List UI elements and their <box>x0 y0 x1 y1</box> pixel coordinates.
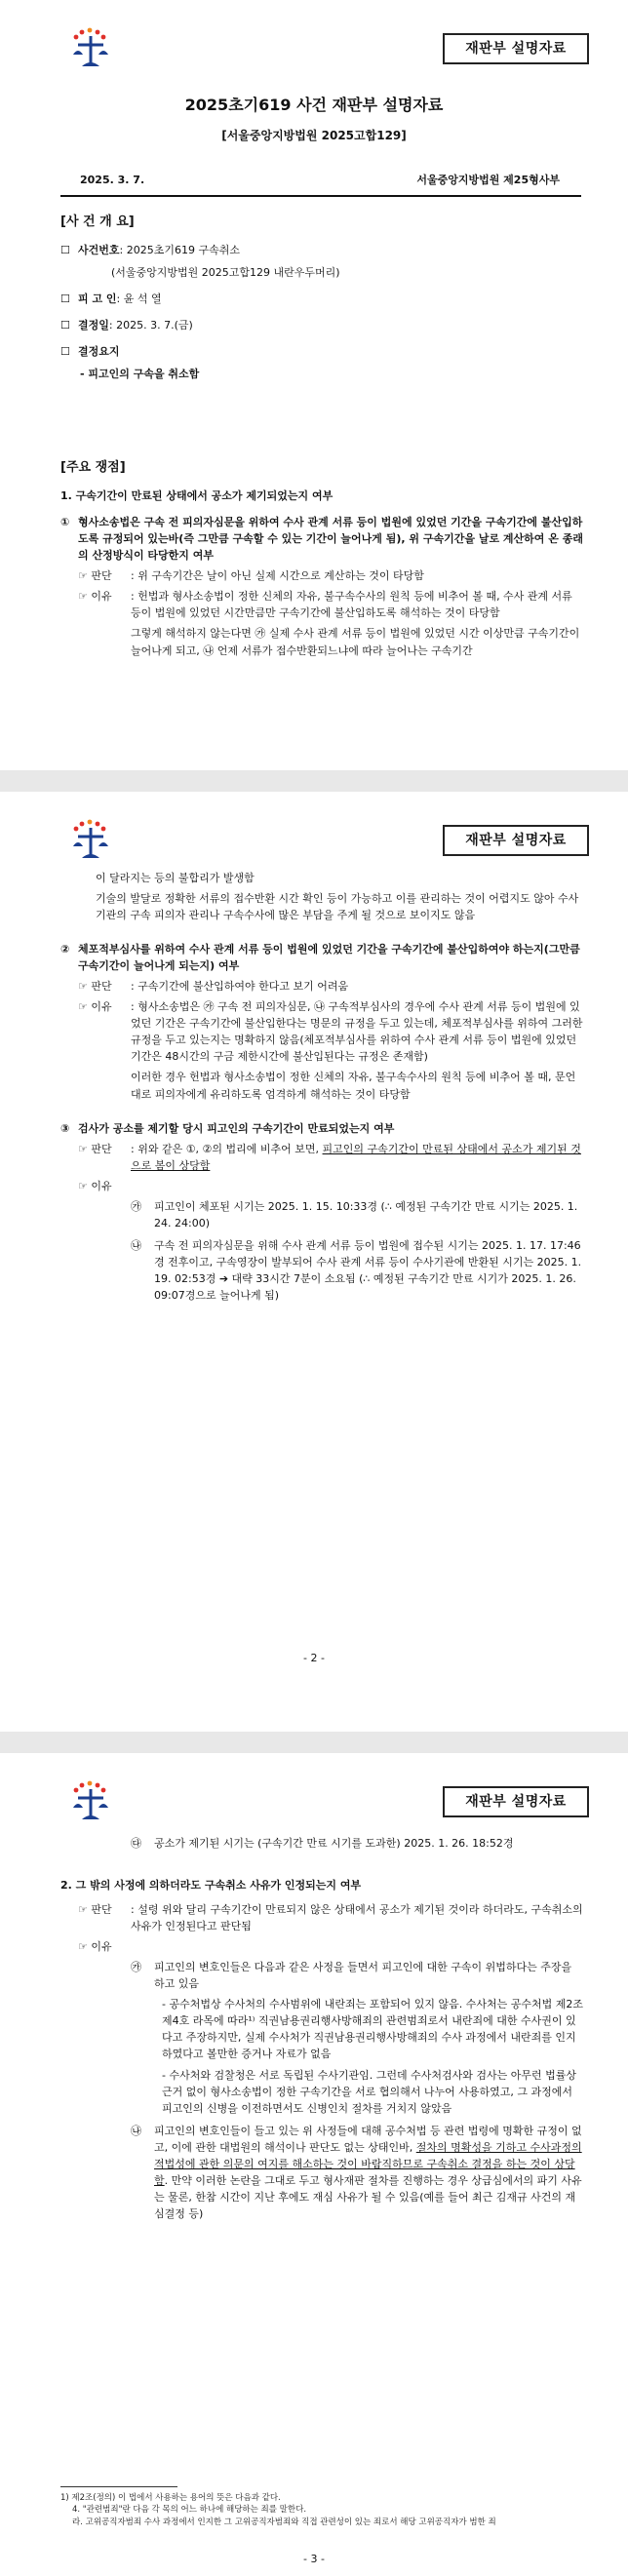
case-overview <box>60 213 585 382</box>
issues-heading: [주요 쟁점] <box>60 460 126 475</box>
page-3-body <box>60 1835 585 2222</box>
i2-judgment: ☞ 판단 : 설령 위와 달리 구속기간이 만료되지 않은 상태에서 공소가 제기된 것이라 하더라도, 구속취소의 사유가 인정된다고 판단됨 <box>78 1903 583 1933</box>
q3-reason-ga: ㉮ 피고인이 체포된 시기는 2025. 1. 15. 10:33경 (∴ 예정된 구속기간 만료 시기는 2025. 1. 24. 24:00) <box>131 1199 578 1229</box>
question-1: ① 형사소송법은 구속 전 피의자심문을 위하여 수사 관계 서류 등이 법원에 있었던 기간을 구속기간에 불산입하도록 규정되어 있는바(즉 그만큼 구속할 수 있는 기간이 늘어나게 됨), 위 구속기간을 날로 계산하여 온 종래의 산정방식이 타당한지 여부 <box>60 516 583 563</box>
i2-reason: ☞ 이유 <box>78 1940 112 1954</box>
i2-bullet-2: - 수사처와 검찰청은 서로 독립된 수사기관임. 그런데 수사처검사와 검사는 아무런 법률상 근거 없이 형사소송법이 정한 구속기간을 서로 협의해서 나누어 사용하였고, 그 과정에서 피고인의 신병을 이전하면서도 신병인치 절차를 거치지 않았음 <box>162 2068 576 2115</box>
case-number-row: ☐ 사건번호 : 2025초기619 구속취소 <box>60 242 585 258</box>
q3-reason-da: ㉰ 공소가 제기된 시기는 (구속기간 만료 시기를 도과한) 2025. 1. 26. 18:52경 <box>131 1837 514 1850</box>
footnote-1: 1) 제2조(정의) 이 법에서 사용하는 용어의 뜻은 다음과 같다. <box>60 2493 281 2503</box>
court-scales-logo-icon <box>68 27 113 72</box>
doc-type-badge: 재판부 설명자료 <box>443 33 589 64</box>
footnote-divider <box>60 2486 177 2487</box>
i2-bullet-1: - 공수처법상 수사처의 수사범위에 내란죄는 포함되어 있지 않음. 수사처는 공수처법 제2조 제4호 라목에 따라¹⁾ 직권남용권리행사방해죄의 관련범죄로서 내란죄에 대한 수사권이 있다고 주장하지만, 실제 수사처가 직권남용권리행사방해죄의 수사 과정에서 내란죄를 인지하였다고 볼만한 증거나 자료가 없음 <box>162 1998 583 2061</box>
q2-judgment: ☞ 판단 : 구속기간에 불산입하여야 한다고 보기 어려움 <box>78 980 349 994</box>
q1-reason: ☞ 이유 : 헌법과 형사소송법이 정한 신체의 자유, 불구속수사의 원칙 등에 비추어 볼 때, 수사 관계 서류 등이 법원에 있었던 시간만큼만 구속기간에 불산입하도록 해석하는 것이 타당함 <box>78 590 572 620</box>
page-number: - 3 - <box>303 2553 325 2565</box>
court-scales-logo-icon <box>68 1780 113 1825</box>
page-number: - 2 - <box>303 1652 325 1664</box>
court-name: 서울중앙지방법원 제25형사부 <box>416 174 560 186</box>
footnotes <box>60 2492 569 2528</box>
doc-type-badge: 재판부 설명자료 <box>443 1786 589 1817</box>
checkbox-bullet-icon: ☐ <box>60 244 70 257</box>
checkbox-bullet-icon: ☐ <box>60 319 70 332</box>
q1-judgment: ☞ 판단 : 위 구속기간은 날이 아닌 실제 시간으로 계산하는 것이 타당함 <box>78 569 424 583</box>
i2-reason-ga: ㉮ 피고인의 변호인들은 다음과 같은 사정을 들면서 피고인에 대한 구속이 위법하다는 주장을 하고 있음 <box>131 1961 572 1991</box>
key-issues <box>60 458 585 659</box>
page-2-body: 이 달라지는 등의 불합리가 발생함 기술의 발달로 정확한 서류의 접수반환 시간 확인 등이 가능하고 이를 관리하는 것이 어렵지도 않아 수사기관의 구속 피의자 관리나 구속수사에 많은 부담을 주게 될 것으로 보이지도 않음 ② 체포적부심사를 위하여 수사 관계 서류 등이 법원에 있었던 기간을 구속기간에 불산입하여야 하는지(그만큼 구속기간이 늘어나게 되는지) 여부 ☞ 판단 : 구속기간에 불산입하여야 한다고 보기 어려움 ☞ 이유 : 형사소송법은 ㉮ 구속 전 피의자심문, ㉯ 구속적부심사의 경우에 수사 관계 서류 등이 법원에 있었던 기간은 구속기간에 불산입한다는 명문의 규정을 두고 있는데, 체포적부심사를 위하여 그러한 규정을 두고 있는지는 명확하지 않음(체포적부심사를 위하여 수사 관계 서류 등이 법원에 있었던 기간은 48시간의 구금 제한시간에 불산입된다는 규정은 존재함) 이러한 경우 헌법과 형사소송법이 정한 신체의 자유, 불구속수사의 원칙 등에 비추어 볼 때, 문언대로 피의자에게 유리하도록 엄격하게 해석하는 것이 타당함 ③ 검사가 공소를 제기할 당시 피고인의 구속기간이 만료되었는지 여부 ☞ 판단 : 위와 같은 ①, ②의 법리에 비추어 보면, 피고인의 구속기간이 만료된 상태에서 공소가 제기된 것으로 봄이 상당함 ☞ 이유 ㉮ 피고인이 체포된 시기는 2025. 1. 15. 10:33경 (∴ 예정된 구속기간 만료 시기는 2025. 1. 24. 24:00) ㉯ 구속 전 피의자심문을 위해 수사 관계 서류 등이 법원에 접수된 시기는 2025. 1. 17. 17:46경 전후이고, 구속영장이 발부되어 수사 관계 서류 등이 수사기관에 반환된 시기는 2025. 1. 19. 02:53경 ➔ 대략 33시간 7분이 소요됨 (∴ 예정된 구속기간 만료 시기가 2025. 1. 26. 09:07경으로 늘어나게 됨) <box>60 870 585 1304</box>
footnote-1-item: 4. "관련범죄"란 다음 각 목의 어느 하나에 해당하는 죄를 말한다. <box>72 2505 307 2516</box>
gist-row: ☐ 결정요지 <box>60 343 585 360</box>
divider <box>60 195 581 197</box>
doc-type-badge: 재판부 설명자료 <box>443 825 589 856</box>
footnote-1-subitem: 라. 고위공직자범죄 수사 과정에서 인지한 그 고위공직자범죄와 직접 관련성이 있는 죄로서 해당 고위공직자가 범한 죄 <box>72 2517 496 2527</box>
checkbox-bullet-icon: ☐ <box>60 345 70 359</box>
page-subtitle: [서울중앙지방법원 2025고합129] <box>221 129 407 142</box>
defendant-row: ☐ 피 고 인 : 윤 석 열 <box>60 291 585 307</box>
page-2 <box>0 792 628 1732</box>
decision-date-row: ☐ 결정일 : 2025. 3. 7.(금) <box>60 317 585 333</box>
issue-2-heading: 2. 그 밖의 사정에 의하더라도 구속취소 사유가 인정되는지 여부 <box>60 1879 362 1893</box>
q3-judgment: ☞ 판단 : 위와 같은 ①, ②의 법리에 비추어 보면, 피고인의 구속기간이 만료된 상태에서 공소가 제기된 것으로 봄이 상당함 <box>78 1142 581 1172</box>
gist-text: - 피고인의 구속을 취소함 <box>80 368 200 381</box>
question-3: ③ 검사가 공소를 제기할 당시 피고인의 구속기간이 만료되었는지 여부 <box>60 1121 395 1135</box>
checkbox-bullet-icon: ☐ <box>60 293 70 306</box>
page-3 <box>0 1753 628 2576</box>
q2-reason: ☞ 이유 : 형사소송법은 ㉮ 구속 전 피의자심문, ㉯ 구속적부심사의 경우에 수사 관계 서류 등이 법원에 있었던 기간은 구속기간에 불산입한다는 명문의 규정을 두고 있는데, 체포적부심사를 위하여 그러한 규정을 두고 있는지는 명확하지 않음(체포적부심사를 위하여 수사 관계 서류 등이 법원에 있었던 기간은 48시간의 구금 제한시간에 불산입된다는 규정은 존재함) <box>78 1000 583 1064</box>
document-date: 2025. 3. 7. <box>80 174 145 186</box>
page-1 <box>0 0 628 770</box>
page-title: 2025초기619 사건 재판부 설명자료 <box>184 96 444 114</box>
q3-reason-na: ㉯ 구속 전 피의자심문을 위해 수사 관계 서류 등이 법원에 접수된 시기는 2025. 1. 17. 17:46경 전후이고, 구속영장이 발부되어 수사 관계 서류 등이 수사기관에 반환된 시기는 2025. 1. 19. 02:53경 ➔ 대략 33시간 7분이 소요됨 (∴ 예정된 구속기간 만료 시기가 2025. 1. 26. 09:07경으로 늘어나게 됨) <box>131 1238 582 1302</box>
question-2: ② 체포적부심사를 위하여 수사 관계 서류 등이 법원에 있었던 기간을 구속기간에 불산입하여야 하는지(그만큼 구속기간이 늘어나게 되는지) 여부 <box>60 943 580 973</box>
overview-heading: [사 건 개 요] <box>60 215 135 229</box>
related-case: (서울중앙지방법원 2025고합129 내란우두머리) <box>111 266 340 280</box>
issue-1-heading: 1. 구속기간이 만료된 상태에서 공소가 제기되었는지 여부 <box>60 489 334 503</box>
i2-reason-na: ㉯ 피고인의 변호인들이 들고 있는 위 사정들에 대해 공수처법 등 관련 법령에 명확한 규정이 없고, 이에 관한 대법원의 해석이나 판단도 없는 상태인바, 절차의 명확성을 기하고 수사과정의 적법성에 관한 의문의 여지를 해소하는 것이 바람직하므로 구속취소 결정을 하는 것이 상당함. 만약 이러한 논란을 그대로 두고 형사재판 절차를 진행하는 경우 상급심에서의 파기 사유는 물론, 한참 시간이 지난 후에도 재심 사유가 될 수 있음(예를 들어 최근 김재규 사건의 재심결정 등) <box>131 2124 582 2220</box>
q1-reason-cont: 그렇게 해석하지 않는다면 ㉮ 실제 수사 관계 서류 등이 법원에 있었던 시간 이상만큼 구속기간이 늘어나게 되고, ㉯ 언제 서류가 접수반환되느냐에 따라 늘어나는 구속기간 <box>131 627 580 657</box>
court-scales-logo-icon <box>68 819 113 864</box>
dateline <box>80 172 560 188</box>
q3-reason: ☞ 이유 <box>78 1179 112 1192</box>
